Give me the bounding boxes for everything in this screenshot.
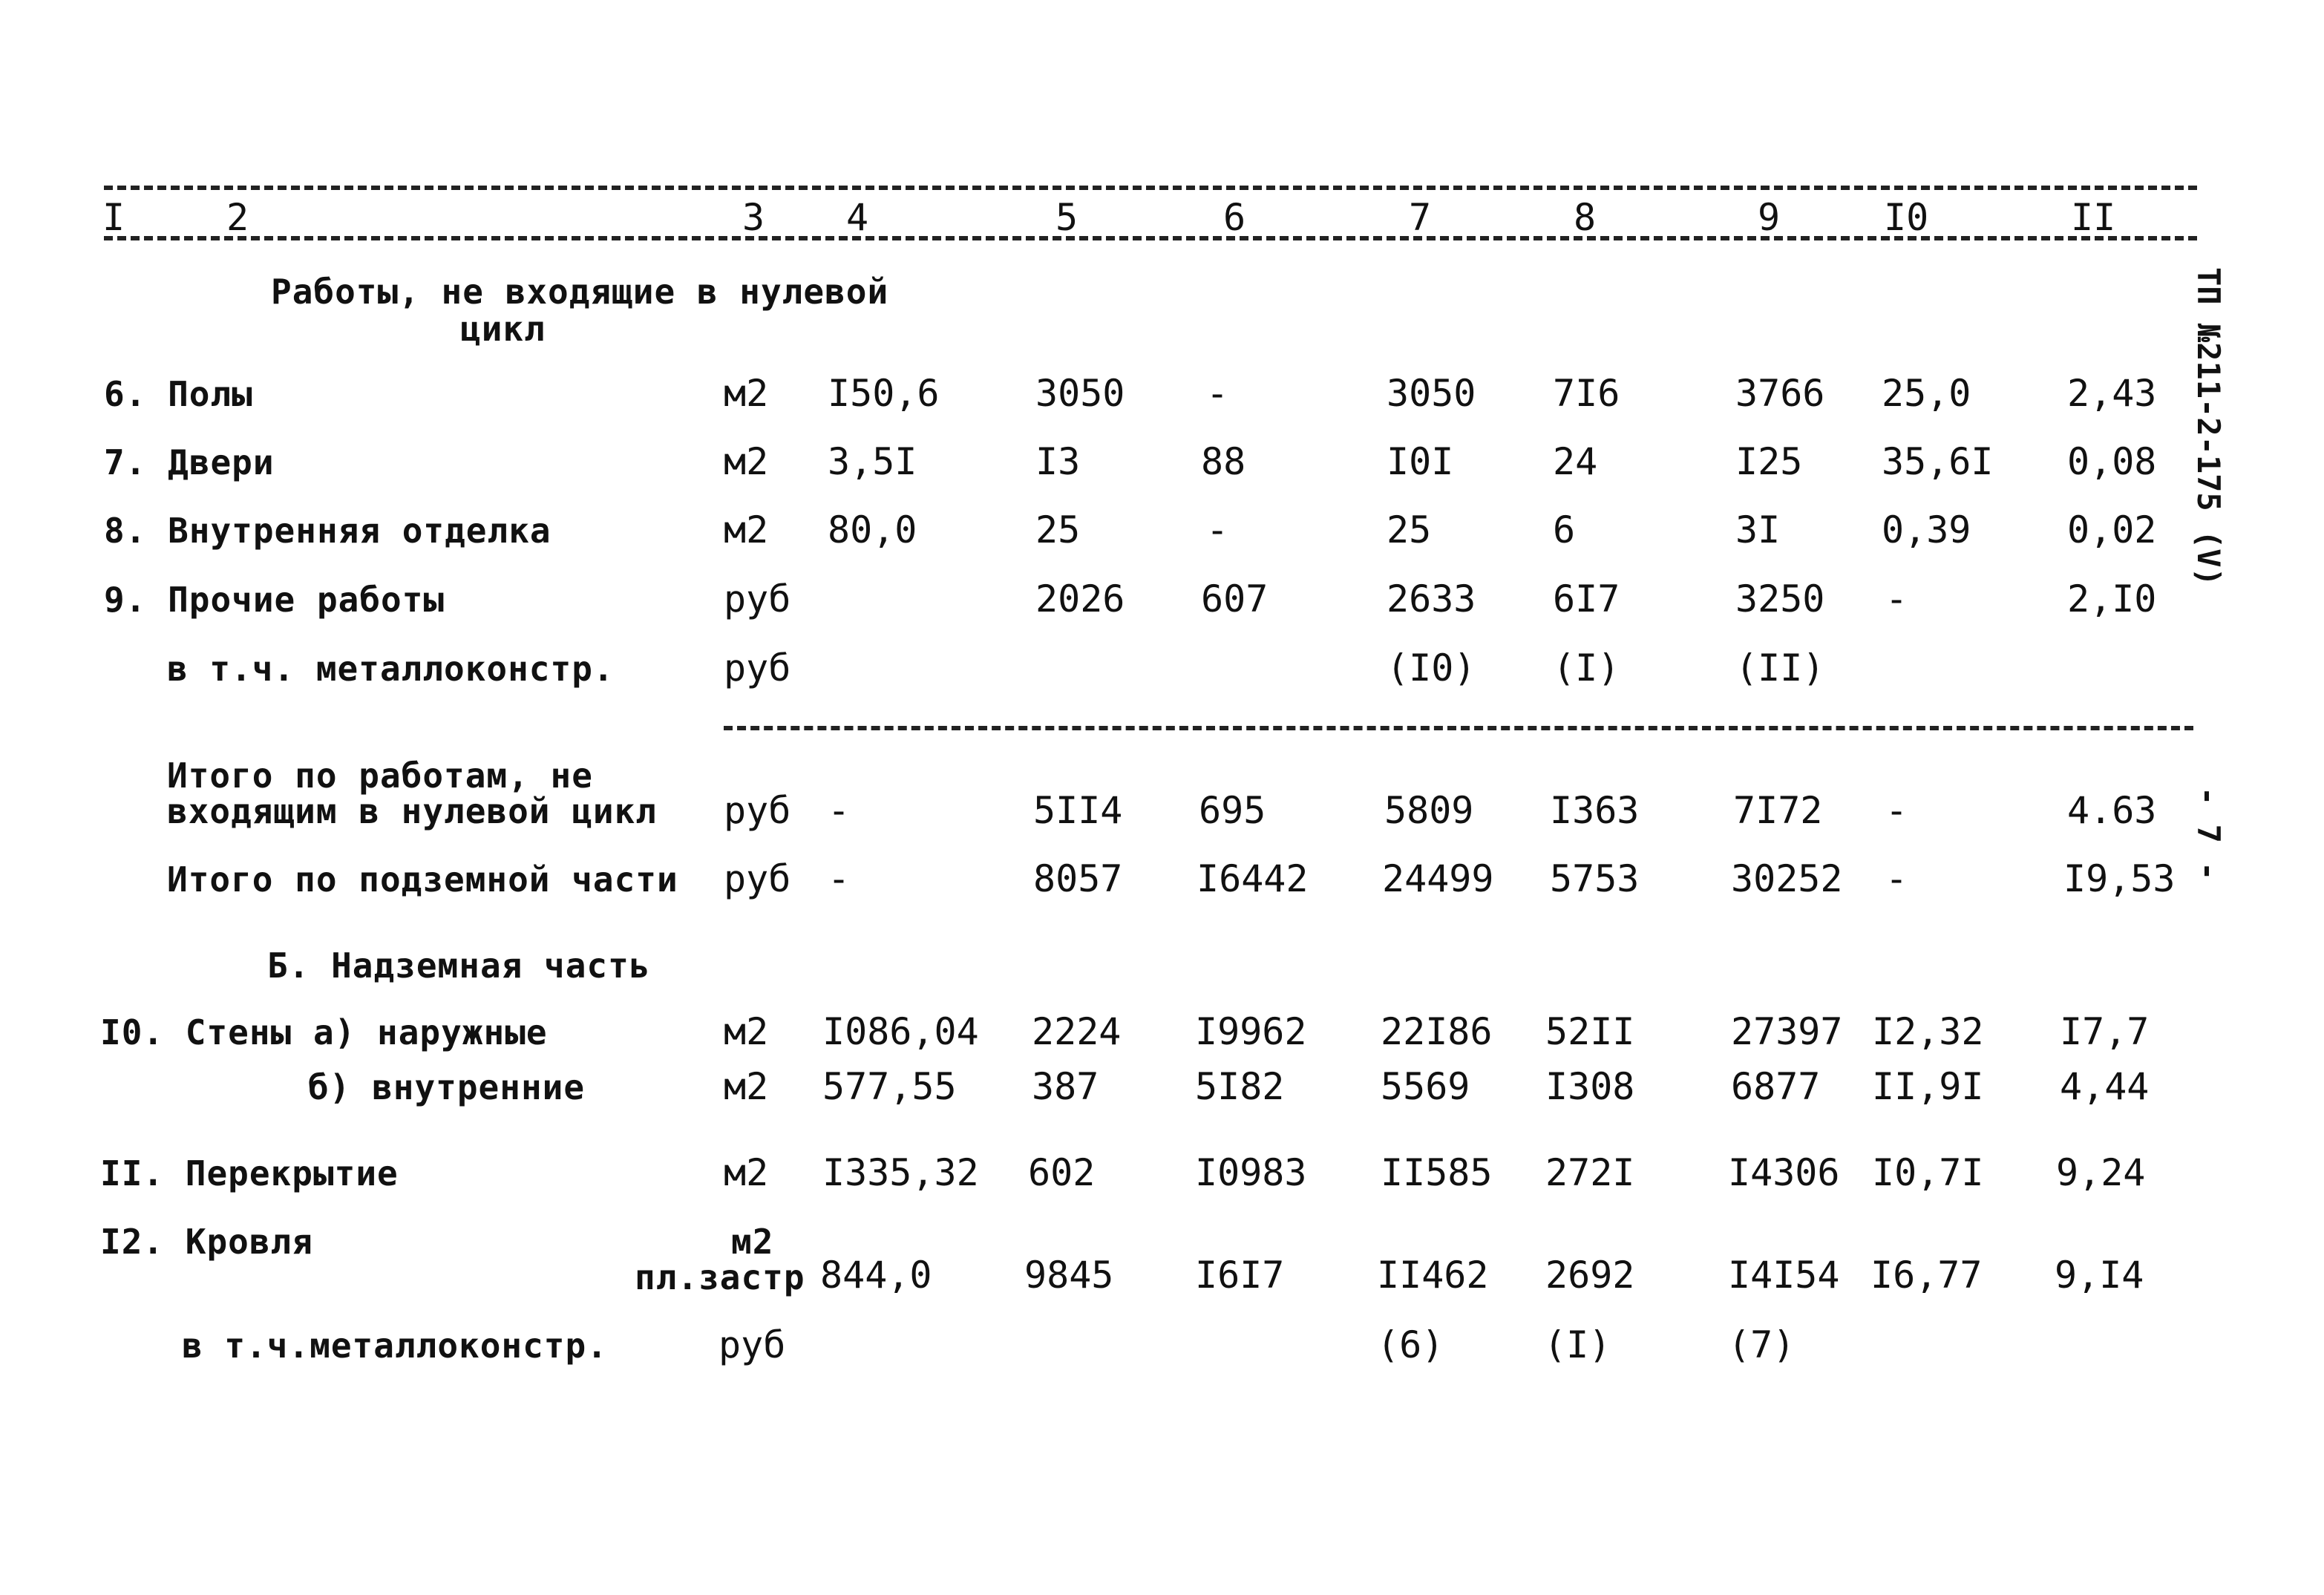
cell-c11: 0,08	[2067, 440, 2157, 483]
cell-unit: руб	[724, 577, 791, 620]
cell-c11: 0,02	[2067, 508, 2157, 551]
col-header-6: 6	[1223, 196, 1246, 239]
cell-c6: 5I82	[1195, 1065, 1285, 1108]
cell-unit: м2	[724, 1151, 769, 1194]
cell-unit: руб	[724, 646, 791, 690]
cell-c10: 25,0	[1882, 372, 1971, 415]
section-heading-non-zero-cont: цикл	[460, 309, 546, 349]
cell-c7: 22I86	[1381, 1010, 1493, 1053]
col-header-2: 2	[226, 196, 249, 239]
col-header-7: 7	[1409, 196, 1432, 239]
cell-c7: I0I	[1387, 440, 1454, 483]
cell-c7: 5569	[1381, 1065, 1470, 1108]
section-heading-non-zero: Работы, не входящие в нулевой	[271, 272, 889, 312]
cell-c7: 3050	[1387, 372, 1476, 415]
cell-c5: I3	[1035, 440, 1081, 483]
cell-c8: (I)	[1544, 1323, 1611, 1366]
cell-unit: м2	[724, 440, 769, 483]
cell-c7: 24499	[1382, 857, 1494, 900]
cell-unit-cont: пл.застр	[635, 1257, 805, 1297]
cell-c8: 52II	[1545, 1010, 1635, 1053]
col-header-11: II	[2071, 196, 2116, 239]
cell-c5: 9845	[1024, 1254, 1114, 1297]
cell-c9: I25	[1735, 440, 1803, 483]
cell-c8: 7I6	[1553, 372, 1620, 415]
cell-c5: 2026	[1035, 577, 1125, 620]
cell-c9: I4306	[1728, 1151, 1840, 1194]
cell-c9: (7)	[1728, 1323, 1796, 1366]
side-code: ТП №211-2-175 (V)	[2190, 267, 2227, 586]
cell-c4: -	[828, 857, 851, 900]
section-heading-above-ground: Б. Надземная часть	[267, 946, 651, 986]
cell-c7: 2633	[1387, 577, 1476, 620]
cell-c4: 577,55	[822, 1065, 957, 1108]
cell-c9: 30252	[1731, 857, 1843, 900]
page-number: - 7 -	[2190, 787, 2227, 881]
col-header-1: I	[102, 196, 125, 239]
cell-c9: 3766	[1735, 372, 1825, 415]
cell-c5: 387	[1032, 1065, 1099, 1108]
cell-c6: -	[1206, 508, 1229, 551]
cell-c7: II462	[1377, 1254, 1489, 1297]
cell-c9: 3250	[1735, 577, 1825, 620]
cell-c4: 80,0	[828, 508, 917, 551]
col-header-3: 3	[742, 196, 765, 239]
cell-c9: 27397	[1731, 1010, 1843, 1053]
cell-c8: (I)	[1553, 646, 1620, 690]
cell-c5: 602	[1028, 1151, 1096, 1194]
cell-c9: 3I	[1735, 508, 1781, 551]
col-header-4: 4	[846, 196, 869, 239]
cell-c7: 25	[1387, 508, 1432, 551]
cell-c8: 6	[1553, 508, 1576, 551]
cell-unit: м2	[724, 372, 769, 415]
cell-c11: I9,53	[2063, 857, 2176, 900]
cell-c5: 25	[1035, 508, 1081, 551]
row-label: 6. Полы	[104, 374, 253, 414]
col-header-10: I0	[1884, 196, 1929, 239]
cell-c9: I4I54	[1728, 1254, 1840, 1297]
totals-divider	[724, 726, 2193, 730]
cell-c10: 0,39	[1882, 508, 1971, 551]
cell-c4: -	[828, 789, 851, 832]
cell-c11: 9,I4	[2055, 1254, 2144, 1297]
cell-c5: 5II4	[1033, 789, 1123, 832]
cell-c6: -	[1206, 372, 1229, 415]
cell-c9: 7I72	[1733, 789, 1823, 832]
cell-c6: I6442	[1197, 857, 1309, 900]
cell-c8: 272I	[1545, 1151, 1635, 1194]
cell-c7: II585	[1381, 1151, 1493, 1194]
row-label: I0. Стены а) наружные	[100, 1012, 548, 1052]
cell-c4: 3,5I	[828, 440, 917, 483]
cell-c11: 4,44	[2060, 1065, 2150, 1108]
cell-c11: I7,7	[2060, 1010, 2150, 1053]
cell-c9: (II)	[1735, 646, 1825, 690]
cell-c8: 2692	[1545, 1254, 1635, 1297]
cell-c10: 35,6I	[1882, 440, 1994, 483]
cell-c7: 5809	[1384, 789, 1474, 832]
cell-c4: I50,6	[828, 372, 940, 415]
cell-unit: м2	[724, 1010, 769, 1053]
col-header-9: 9	[1758, 196, 1781, 239]
cell-c10: I2,32	[1872, 1010, 1984, 1053]
cell-c10: I0,7I	[1872, 1151, 1984, 1194]
total-label: Итого по работам, не	[167, 756, 593, 796]
row-label: б) внутренние	[308, 1067, 586, 1107]
cell-c9: 6877	[1731, 1065, 1821, 1108]
cell-c6: 88	[1201, 440, 1246, 483]
total-label: Итого по подземной части	[167, 859, 678, 900]
cell-c11: 2,43	[2067, 372, 2157, 415]
cell-c10: -	[1885, 577, 1908, 620]
total-label-cont: входящим в нулевой цикл	[167, 791, 657, 831]
cell-c10: II,9I	[1872, 1065, 1984, 1108]
cell-c6: I6I7	[1195, 1254, 1285, 1297]
cell-c6: I9962	[1195, 1010, 1307, 1053]
cell-c6: 607	[1201, 577, 1269, 620]
cell-c11: 9,24	[2056, 1151, 2146, 1194]
cell-c4: 844,0	[820, 1254, 932, 1297]
row-label: 8. Внутренняя отделка	[104, 511, 551, 551]
header-bottom-rule	[104, 236, 2197, 240]
cell-c8: 6I7	[1553, 577, 1620, 620]
row-label: 9. Прочие работы	[104, 580, 445, 620]
cell-c4: I086,04	[822, 1010, 979, 1053]
cell-c8: I308	[1545, 1065, 1635, 1108]
col-header-8: 8	[1574, 196, 1597, 239]
cell-c11: 2,I0	[2067, 577, 2157, 620]
cell-unit: м2	[731, 1222, 774, 1262]
cell-unit: руб	[724, 857, 791, 900]
row-label: I2. Кровля	[100, 1222, 313, 1262]
cell-c8: I363	[1550, 789, 1640, 832]
cell-c8: 5753	[1550, 857, 1640, 900]
cell-c10: I6,77	[1870, 1254, 1983, 1297]
cell-c10: -	[1885, 789, 1908, 832]
cell-c8: 24	[1553, 440, 1598, 483]
cell-c5: 2224	[1032, 1010, 1122, 1053]
cell-c5: 3050	[1035, 372, 1125, 415]
row-label: II. Перекрытие	[100, 1153, 399, 1193]
cell-c4: I335,32	[822, 1151, 979, 1194]
row-label: 7. Двери	[104, 442, 275, 482]
cell-c11: 4.63	[2067, 789, 2157, 832]
row-label: в т.ч.металлоконстр.	[182, 1326, 608, 1366]
cell-unit: руб	[719, 1323, 786, 1366]
cell-c5: 8057	[1033, 857, 1123, 900]
cell-c7: (I0)	[1387, 646, 1476, 690]
cell-c6: 695	[1199, 789, 1266, 832]
header-top-rule	[104, 186, 2197, 190]
cell-unit: м2	[724, 508, 769, 551]
cell-c7: (6)	[1377, 1323, 1444, 1366]
cell-unit: м2	[724, 1065, 769, 1108]
row-label: в т.ч. металлоконстр.	[167, 649, 615, 689]
cell-c6: I0983	[1195, 1151, 1307, 1194]
cell-unit: руб	[724, 789, 791, 832]
col-header-5: 5	[1055, 196, 1078, 239]
cell-c10: -	[1885, 857, 1908, 900]
